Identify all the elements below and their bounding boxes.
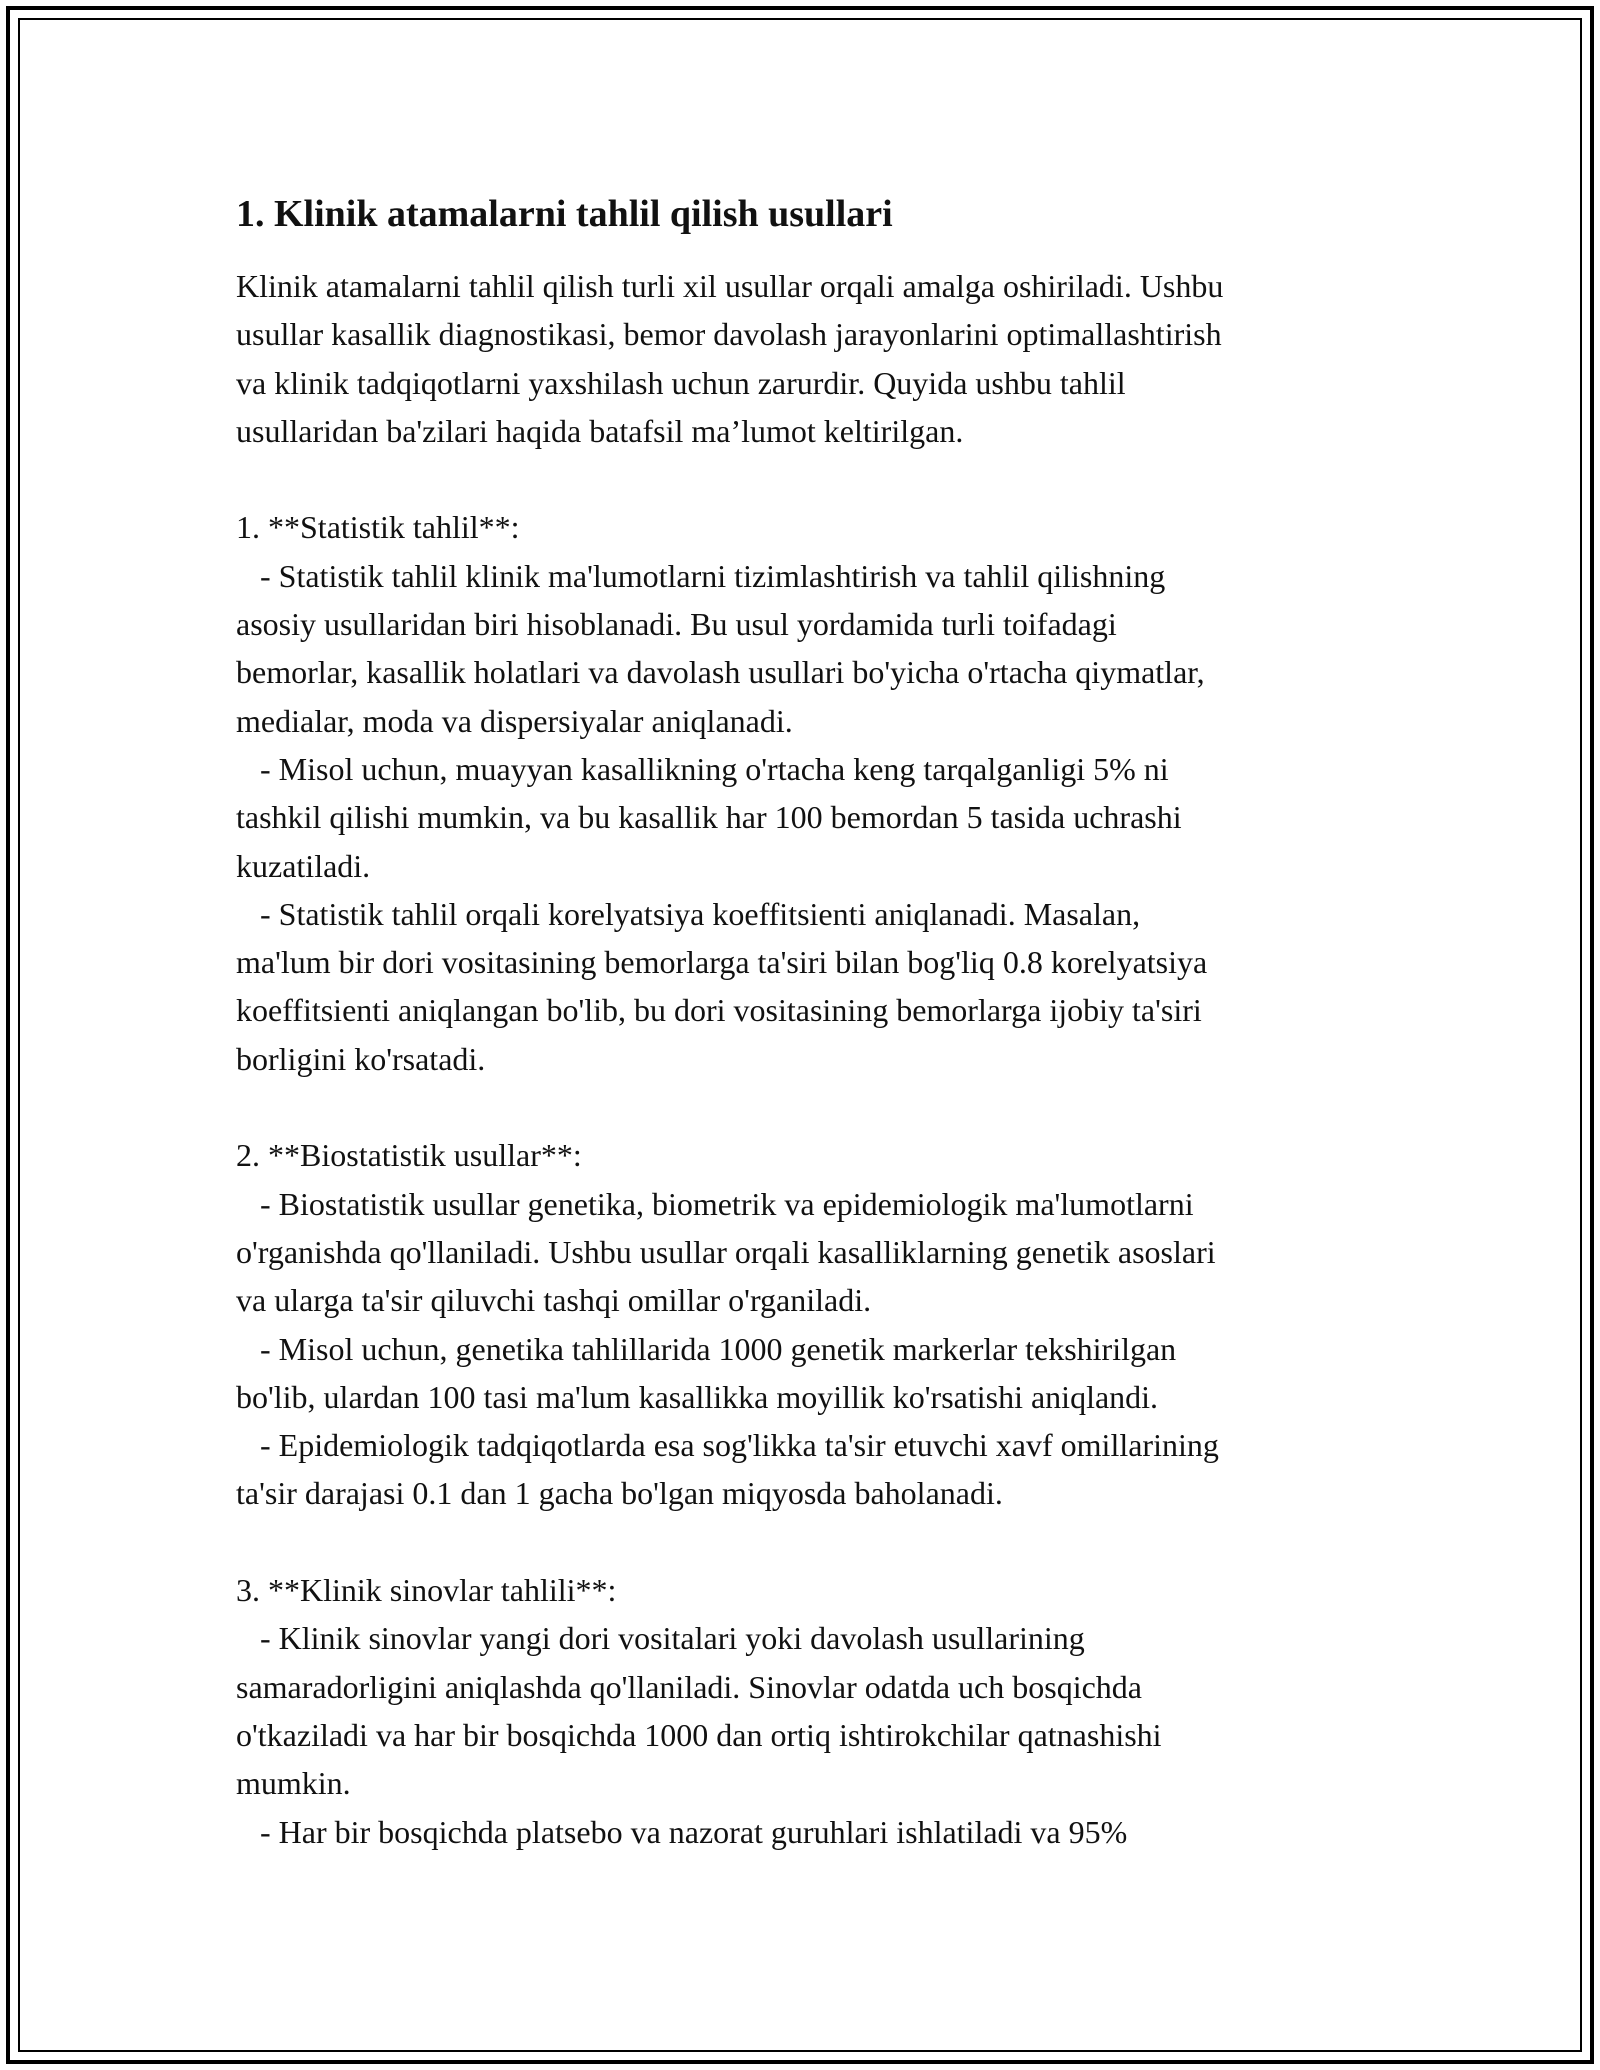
text-line [236,455,1376,503]
section-heading: 1. Klinik atamalarni tahlil qilish usullari [236,193,893,235]
text-line: - Har bir bosqichda platsebo va nazorat guruhlari ishlatiladi va 95% [236,1813,1128,1850]
text-line: kuzatiladi. [236,847,371,884]
text-line: bo'lib, ulardan 100 tasi ma'lum kasallikka moyillik ko'rsatishi aniqlandi. [236,1378,1159,1415]
text-line: ta'sir darajasi 0.1 dan 1 gacha bo'lgan miqyosda baholanadi. [236,1475,1003,1512]
text-line: koeffitsienti aniqlangan bo'lib, bu dori vositasining bemorlarga ijobiy ta'siri [236,992,1202,1029]
text-line: - Statistik tahlil orqali korelyatsiya koeffitsienti aniqlanadi. Masalan, [236,895,1141,932]
text-line: va ularga ta'sir qiluvchi tashqi omillar o'rganiladi. [236,1282,872,1319]
text-line: 1. **Statistik tahlil**: [236,509,520,546]
text-line: - Epidemiologik tadqiqotlarda esa sog'likka ta'sir etuvchi xavf omillarining [236,1427,1219,1464]
text-line: va klinik tadqiqotlarni yaxshilash uchun zarurdir. Quyida ushbu tahlil [236,364,1126,401]
text-line: usullar kasallik diagnostikasi, bemor davolash jarayonlarini optimallashtirish [236,316,1222,353]
text-line [236,1518,1376,1566]
text-line: o'tkaziladi va har bir bosqichda 1000 dan ortiq ishtirokchilar qatnashishi [236,1716,1162,1753]
text-line: - Misol uchun, muayyan kasallikning o'rtacha keng tarqalganligi 5% ni [236,750,1169,787]
text-line: 2. **Biostatistik usullar**: [236,1137,582,1174]
text-line: Klinik atamalarni tahlil qilish turli xil usullar orqali amalga oshiriladi. Ushbu [236,268,1224,304]
text-line: - Klinik sinovlar yangi dori vositalari yoki davolash usullarining [236,1620,1085,1657]
text-line: bemorlar, kasallik holatlari va davolash usullari bo'yicha o'rtacha qiymatlar, [236,654,1205,691]
text-line: mumkin. [236,1765,351,1802]
text-line: - Statistik tahlil klinik ma'lumotlarni tizimlashtirish va tahlil qilishning [236,557,1166,594]
body-text [236,262,1376,1856]
text-line: asosiy usullaridan biri hisoblanadi. Bu usul yordamida turli toifadagi [236,606,1117,643]
document-body [236,188,1376,1856]
text-line [236,1083,1376,1131]
text-line: 3. **Klinik sinovlar tahlili**: [236,1572,617,1609]
text-line: ma'lum bir dori vositasining bemorlarga ta'siri bilan bog'liq 0.8 korelyatsiya [236,944,1208,981]
text-line: o'rganishda qo'llaniladi. Ushbu usullar orqali kasalliklarning genetik asoslari [236,1233,1216,1270]
text-line: samaradorligini aniqlashda qo'llaniladi. Sinovlar odatda uch bosqichda [236,1668,1142,1705]
text-line: tashkil qilishi mumkin, va bu kasallik har 100 bemordan 5 tasida uchrashi [236,799,1182,836]
text-line: usullaridan ba'zilari haqida batafsil ma’lumot keltirilgan. [236,412,964,449]
text-line: - Misol uchun, genetika tahlillarida 1000 genetik markerlar tekshirilgan [236,1330,1177,1367]
text-line: medialar, moda va dispersiyalar aniqlanadi. [236,702,793,739]
text-line: - Biostatistik usullar genetika, biometrik va epidemiologik ma'lumotlarni [236,1185,1194,1222]
text-line: borligini ko'rsatadi. [236,1040,486,1077]
